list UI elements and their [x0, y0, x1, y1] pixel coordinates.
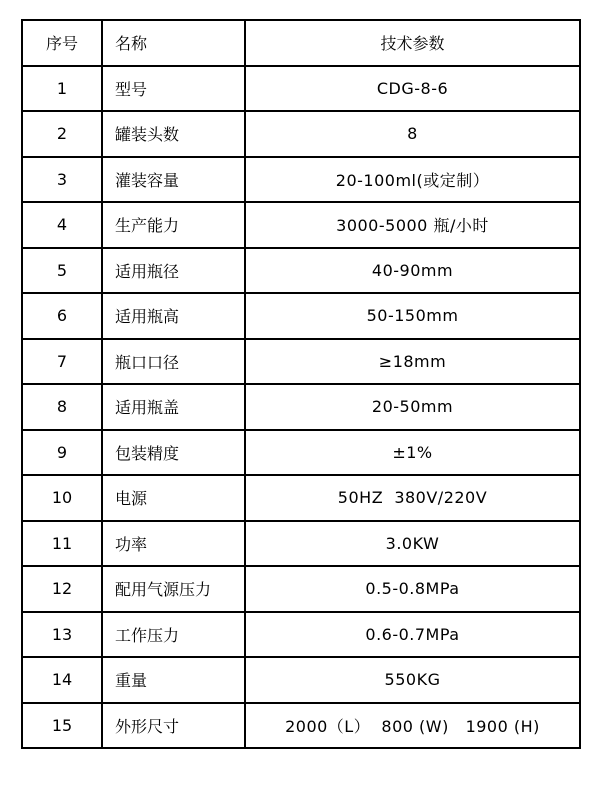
row-name: 生产能力 — [102, 202, 245, 248]
header-name: 名称 — [102, 20, 245, 66]
row-name: 罐装头数 — [102, 111, 245, 157]
row-serial-number: 8 — [22, 384, 102, 430]
row-spec: 0.5-0.8MPa — [245, 566, 580, 612]
row-name: 灌装容量 — [102, 157, 245, 203]
table-header-row — [22, 20, 580, 66]
row-name: 适用瓶高 — [102, 293, 245, 339]
row-name: 包装精度 — [102, 430, 245, 476]
row-serial-number: 13 — [22, 612, 102, 658]
row-serial-number: 5 — [22, 248, 102, 294]
header-serial-number: 序号 — [22, 20, 102, 66]
row-name: 外形尺寸 — [102, 703, 245, 749]
table-row — [22, 339, 580, 385]
row-spec: 550KG — [245, 657, 580, 703]
table-row — [22, 248, 580, 294]
row-spec: 3.0KW — [245, 521, 580, 567]
table-row — [22, 430, 580, 476]
table-row — [22, 111, 580, 157]
row-spec: 8 — [245, 111, 580, 157]
row-spec: 0.6-0.7MPa — [245, 612, 580, 658]
table-row — [22, 66, 580, 112]
row-serial-number: 3 — [22, 157, 102, 203]
row-serial-number: 10 — [22, 475, 102, 521]
row-name: 适用瓶径 — [102, 248, 245, 294]
row-serial-number: 11 — [22, 521, 102, 567]
table-row — [22, 475, 580, 521]
row-serial-number: 15 — [22, 703, 102, 749]
row-serial-number: 2 — [22, 111, 102, 157]
table-row — [22, 566, 580, 612]
row-spec: 20-50mm — [245, 384, 580, 430]
row-spec: 2000（L） 800 (W) 1900 (H) — [245, 703, 580, 749]
row-serial-number: 9 — [22, 430, 102, 476]
table-row — [22, 703, 580, 749]
row-spec: 50-150mm — [245, 293, 580, 339]
table-row — [22, 521, 580, 567]
row-spec: 3000-5000 瓶/小时 — [245, 202, 580, 248]
table-row — [22, 612, 580, 658]
header-technical-parameters: 技术参数 — [245, 20, 580, 66]
table-row — [22, 293, 580, 339]
row-spec: 40-90mm — [245, 248, 580, 294]
row-name: 适用瓶盖 — [102, 384, 245, 430]
row-name: 瓶口口径 — [102, 339, 245, 385]
row-spec: CDG-8-6 — [245, 66, 580, 112]
table-row — [22, 157, 580, 203]
row-name: 重量 — [102, 657, 245, 703]
row-name: 型号 — [102, 66, 245, 112]
row-serial-number: 7 — [22, 339, 102, 385]
row-spec: 20-100ml(或定制） — [245, 157, 580, 203]
row-serial-number: 1 — [22, 66, 102, 112]
table-row — [22, 657, 580, 703]
row-serial-number: 6 — [22, 293, 102, 339]
spec-table — [21, 19, 581, 749]
row-spec: 50HZ 380V/220V — [245, 475, 580, 521]
row-name: 功率 — [102, 521, 245, 567]
row-name: 工作压力 — [102, 612, 245, 658]
row-spec: ±1% — [245, 430, 580, 476]
table-row — [22, 384, 580, 430]
row-name: 电源 — [102, 475, 245, 521]
table-row — [22, 202, 580, 248]
row-serial-number: 4 — [22, 202, 102, 248]
row-spec: ≥18mm — [245, 339, 580, 385]
row-name: 配用气源压力 — [102, 566, 245, 612]
row-serial-number: 12 — [22, 566, 102, 612]
row-serial-number: 14 — [22, 657, 102, 703]
